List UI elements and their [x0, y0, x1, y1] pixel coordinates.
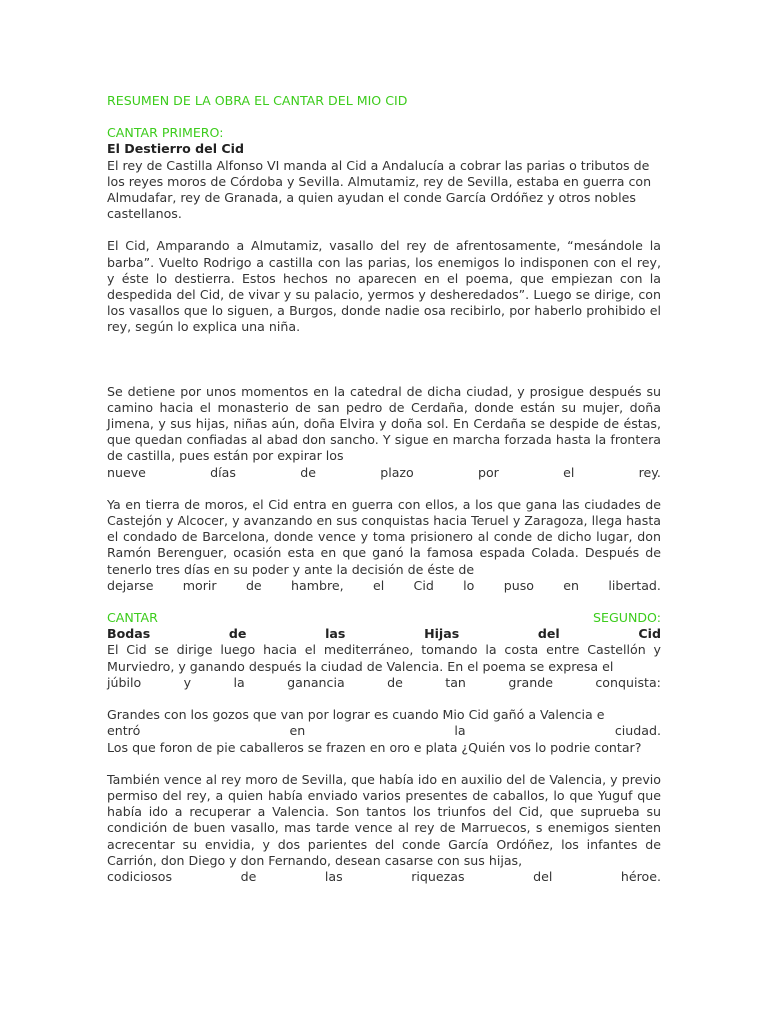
word: en — [289, 723, 306, 739]
paragraph-4: Ya en tierra de moros, el Cid entra en guerra con ellos, a los que gana las ciudades de Castejón y Alcocer, y avanzando en sus conquistas hacia Teruel y Zaragoza, llega hasta el condado de Barcelona, donde vence y toma prisionero al conde de dicho lugar, don Ramón Berenguer, ocasión esta en que ganó la famosa espada Colada. Después de tenerlo tres días en su poder y ante la decisión de éste de — [107, 496, 661, 577]
paragraph-4-last-line — [107, 578, 661, 594]
subtitle-word: del — [537, 626, 560, 642]
word: codiciosos — [107, 868, 173, 884]
word: libertad. — [608, 577, 661, 593]
cantar-primero-heading: CANTAR PRIMERO: — [107, 125, 224, 141]
word: las — [324, 868, 343, 884]
paragraph-1: El rey de Castilla Alfonso VI manda al Cid a Andalucía a cobrar las parias o tributos de los reyes moros de Córdoba y Sevilla. Almutamiz, rey de Sevilla, estaba en guerra con Almudafar, rey de Granada, a quien ayudan el conde García Ordóñez y otros nobles castellanos. — [107, 157, 652, 222]
word: Cid — [413, 577, 434, 593]
subtitle-word: de — [228, 626, 247, 642]
word: nueve — [107, 464, 146, 480]
word: conquista: — [595, 674, 661, 690]
verse-1-last-line — [107, 723, 661, 739]
subtitle-word: Cid — [638, 626, 661, 642]
paragraph-2: El Cid, Amparando a Almutamiz, vasallo del rey de afrentosamente, “mesándole la barba”. Vuelto Rodrigo a castilla con las parias, los enemigos lo indisponen con el rey, y éste lo destierra. Estos hechos no aparecen en el poema, que empiezan con la despedida del Cid, de vivar y su palacio, yermos y desheredados”. Luego se dirige, con los vasallos que lo siguen, a Burgos, donde nadie osa recibirlo, por haberlo prohibido el rey, según lo explica una niña. — [107, 238, 661, 335]
word: y — [183, 674, 192, 690]
cantar-segundo-heading — [107, 610, 661, 626]
word: júbilo — [107, 674, 142, 690]
word: puso — [503, 577, 534, 593]
paragraph-6: También vence al rey moro de Sevilla, que había ido en auxilio del de Valencia, y previo permiso del rey, a quien había enviado varios presentes de caballos, lo que Yuguf que había ido a recuperar a Valencia. Son tantos los triunfos del Cid, que suprueba su condición de buen vasallo, mas tarde vence al rey de Marruecos, s enemigos sienten acrecentar su envidia, y dos parientes del conde García Ordóñez, los infantes de Carrión, don Diego y don Fernando, desean casarse con sus hijas, — [107, 771, 661, 868]
word: grande — [508, 674, 553, 690]
word: plazo — [380, 464, 414, 480]
heading-word: SEGUNDO: — [593, 610, 661, 626]
word: tan — [445, 674, 466, 690]
verse-2: Los que foron de pie caballeros se frazen en oro e plata ¿Quién vos lo podrie contar? — [107, 739, 642, 755]
paragraph-3-last-line — [107, 465, 661, 481]
document-title: RESUMEN DE LA OBRA EL CANTAR DEL MIO CID — [107, 93, 408, 108]
word: de — [387, 674, 403, 690]
word: ciudad. — [614, 723, 661, 739]
word: en — [563, 577, 580, 593]
cantar-segundo-subtitle — [107, 626, 661, 642]
word: ganancia — [287, 674, 345, 690]
paragraph-5-last-line — [107, 675, 661, 691]
subtitle-word: Bodas — [107, 626, 151, 642]
word: la — [454, 723, 466, 739]
word: hambre, — [291, 577, 344, 593]
word: del — [533, 868, 553, 884]
word: morir — [182, 577, 217, 593]
word: días — [210, 464, 236, 480]
cantar-primero-subtitle: El Destierro del Cid — [107, 141, 244, 157]
word: el — [372, 577, 385, 593]
paragraph-3: Se detiene por unos momentos en la catedral de dicha ciudad, y prosigue después su camino hacia el monasterio de san pedro de Cerdaña, donde están su mujer, doña Jimena, y sus hijas, niñas aún, doña Elvira y doña sol. En Cerdaña se despide de éstas, que quedan confiadas al abad don sancho. Y sigue en marcha forzada hasta la frontera de castilla, pues están por expirar los — [107, 383, 661, 464]
word: el — [563, 464, 575, 480]
word: la — [233, 674, 245, 690]
paragraph-6-last-line — [107, 869, 661, 885]
word: rey. — [638, 464, 661, 480]
word: dejarse — [107, 577, 154, 593]
word: de — [240, 868, 257, 884]
subtitle-word: Hijas — [424, 626, 460, 642]
word: de — [300, 464, 316, 480]
verse-1: Grandes con los gozos que van por lograr es cuando Mio Cid gañó a Valencia e — [107, 707, 605, 723]
word: de — [245, 577, 262, 593]
word: por — [477, 464, 499, 480]
word: entró — [107, 723, 141, 739]
word: riquezas — [411, 868, 465, 884]
document-page — [107, 93, 661, 885]
paragraph-5: El Cid se dirige luego hacia el mediterráneo, tomando la costa entre Castellón y Murviedro, y ganando después la ciudad de Valencia. En el poema se expresa el — [107, 642, 661, 674]
word: héroe. — [620, 868, 661, 884]
subtitle-word: las — [325, 626, 346, 642]
word: lo — [463, 577, 475, 593]
heading-word: CANTAR — [107, 610, 158, 626]
